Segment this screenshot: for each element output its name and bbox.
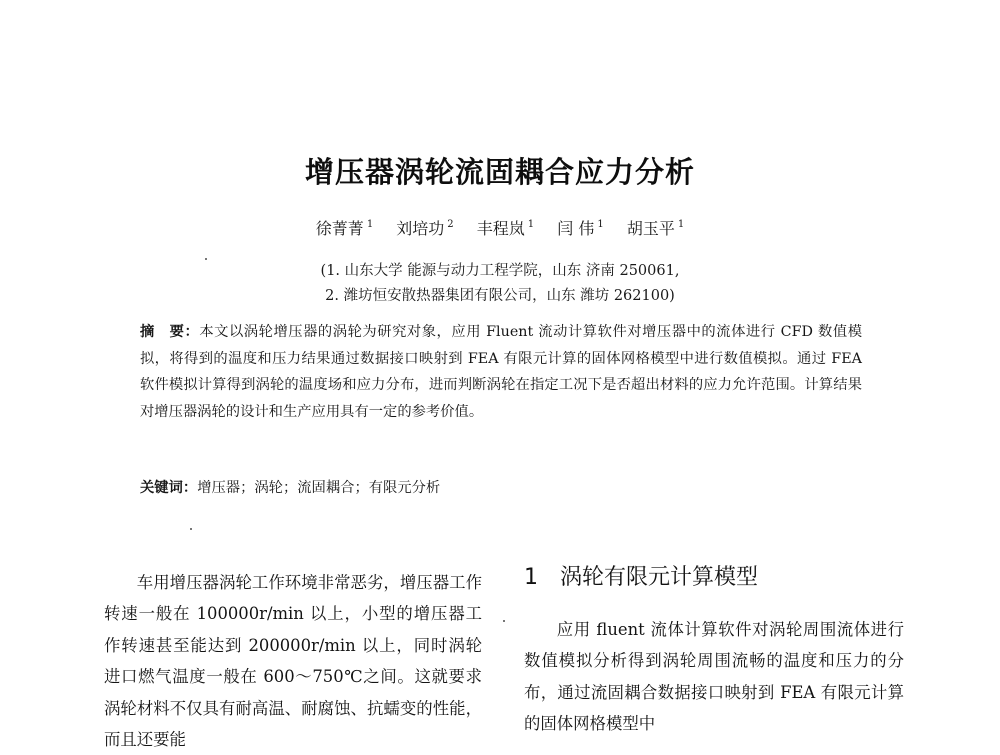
scan-speck xyxy=(190,528,192,530)
section-number: 1 xyxy=(524,565,538,590)
scan-speck xyxy=(205,258,207,260)
author-affil-mark: 1 xyxy=(597,219,604,230)
affiliation-2: 2. 潍坊恒安散热器集团有限公司，山东 潍坊 262100) xyxy=(325,288,675,304)
author-name: 刘培功 xyxy=(396,219,445,238)
author-4 xyxy=(557,216,603,239)
author-2 xyxy=(396,216,453,239)
author-list xyxy=(0,216,1000,239)
section-title: 涡轮有限元计算模型 xyxy=(560,565,759,590)
author-name: 徐菁菁 xyxy=(315,219,364,238)
intro-paragraph: 车用增压器涡轮工作环境非常恶劣，增压器工作转速一般在 100000r/min 以上，小型的增压器工作转速甚至能达到 200000r/min 以上，同时涡轮进口燃气温度一般在 600～750℃之间。这就要求涡轮材料不仅具有耐高温、耐腐蚀、抗蠕变的性能，而且还要能 xyxy=(104,573,482,750)
keywords xyxy=(140,477,862,497)
scan-speck xyxy=(503,620,505,622)
abstract-label: 摘 要： xyxy=(140,324,200,340)
author-name: 胡玉平 xyxy=(626,219,675,238)
paper-title: 增压器涡轮流固耦合应力分析 xyxy=(304,155,695,189)
affiliation-1: (1. 山东大学 能源与动力工程学院，山东 济南 250061, xyxy=(320,263,680,279)
abstract-text: 本文以涡轮增压器的涡轮为研究对象，应用 Fluent 流动计算软件对增压器中的流体进行 CFD 数值模拟，将得到的温度和压力结果通过数据接口映射到 FEA 有限元计算的固体网格模型中进行数值模拟。通过 FEA 软件模拟计算得到涡轮的温度场和应力分布，进而判断涡轮在指定工况下是否超出材料的应力允许范围。计算结果对增压器涡轮的设计和生产应用具有一定的参考价值。 xyxy=(140,324,862,420)
keywords-label: 关键词： xyxy=(140,480,198,496)
author-affil-mark: 1 xyxy=(366,219,374,230)
author-name: 丰程岚 xyxy=(476,219,525,238)
author-affil-mark: 2 xyxy=(447,219,454,230)
author-affil-mark: 1 xyxy=(677,219,685,230)
author-5 xyxy=(627,216,684,239)
section-1-paragraph: 应用 fluent 流体计算软件对涡轮周围流体进行数值模拟分析得到涡轮周围流畅的温度和压力的分布，通过流固耦合数据接口映射到 FEA 有限元计算的固体网格模型中 xyxy=(524,620,904,734)
author-1 xyxy=(316,216,373,239)
author-3 xyxy=(477,216,534,239)
keywords-text: 增压器；涡轮；流固耦合；有限元分析 xyxy=(197,480,441,496)
section-heading-1 xyxy=(524,560,758,591)
abstract xyxy=(140,319,862,425)
author-name: 闫 伟 xyxy=(557,219,595,238)
author-affil-mark: 1 xyxy=(527,219,535,230)
